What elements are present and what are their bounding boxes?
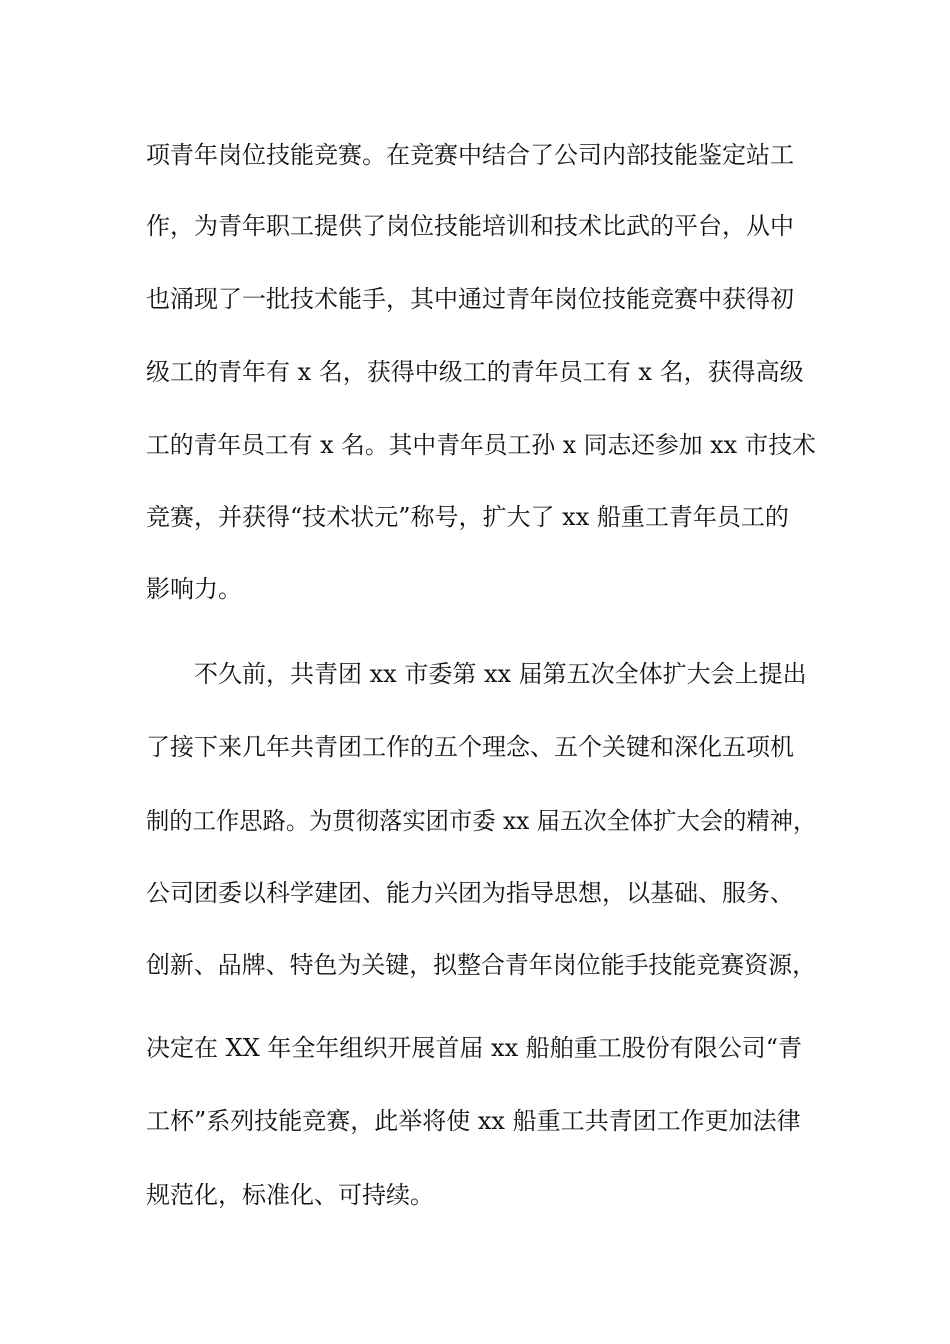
text-line: 影响力。	[146, 575, 242, 603]
text-line: 决定在 XX 年全年组织开展首届 xx 船舶重工股份有限公司“青	[146, 1034, 803, 1062]
text-line: 项青年岗位技能竞赛。在竞赛中结合了公司内部技能鉴定站工	[146, 141, 794, 169]
text-line: 了接下来几年共青团工作的五个理念、五个关键和深化五项机	[146, 733, 794, 761]
text-line: 创新、品牌、特色为关键，拟整合青年岗位能手技能竞赛资源，	[146, 951, 816, 979]
text-line: 规范化，标准化、可持续。	[146, 1181, 434, 1209]
text-line: 工杯”系列技能竞赛，此举将使 xx 船重工共青团工作更加法律	[146, 1107, 801, 1135]
text-line: 竞赛，并获得“技术状元”称号，扩大了 xx 船重工青年员工的	[146, 503, 789, 531]
text-line: 也涌现了一批技术能手，其中通过青年岗位技能竞赛中获得初	[146, 285, 794, 313]
text-line: 工的青年员工有 x 名。其中青年员工孙 x 同志还参加 xx 市技术	[146, 431, 816, 459]
text-line: 制的工作思路。为贯彻落实团市委 xx 届五次全体扩大会的精神，	[146, 807, 817, 835]
text-line: 公司团委以科学建团、能力兴团为指导思想，以基础、服务、	[146, 879, 794, 907]
paragraph-first-line: 不久前，共青团 xx 市委第 xx 届第五次全体扩大会上提出	[194, 660, 807, 688]
text-line: 级工的青年有 x 名，获得中级工的青年员工有 x 名，获得高级	[146, 358, 804, 386]
text-line: 作，为青年职工提供了岗位技能培训和技术比武的平台，从中	[146, 212, 794, 240]
